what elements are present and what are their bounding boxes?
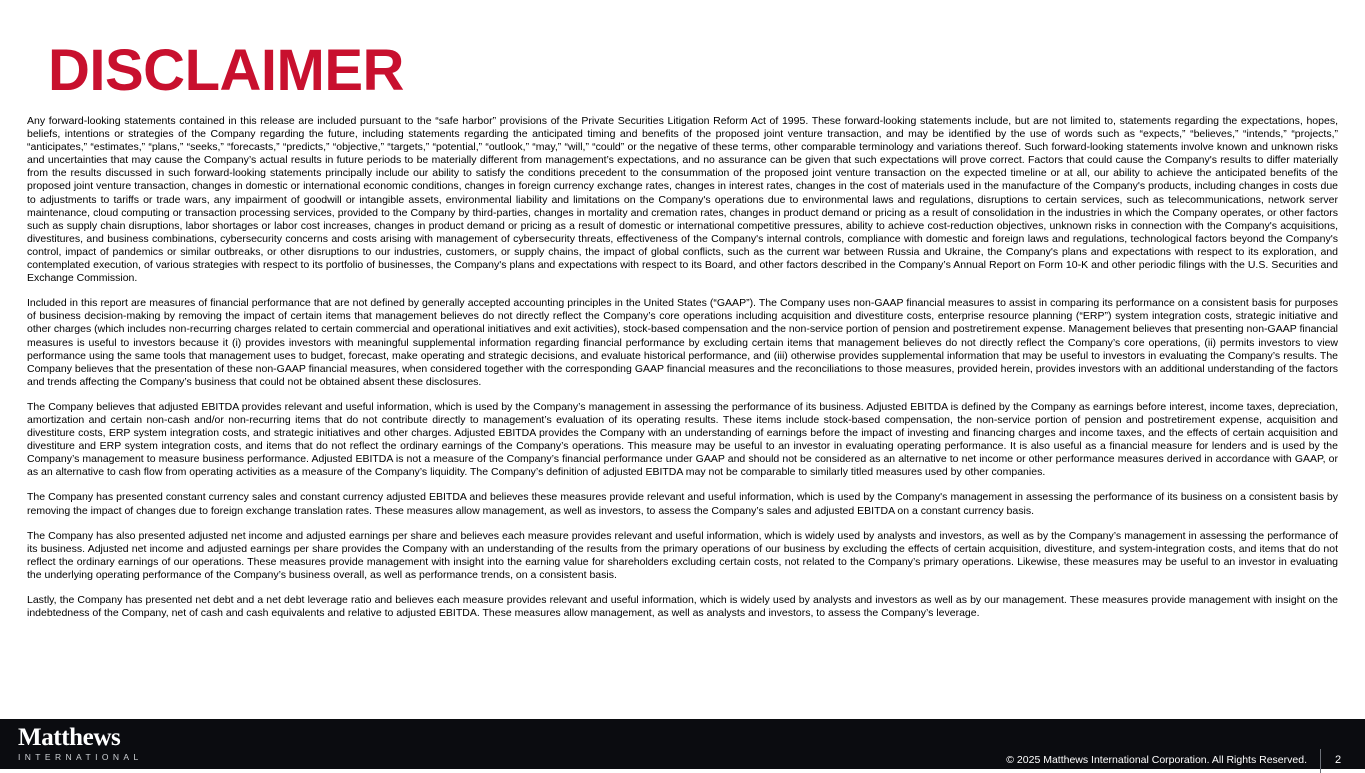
company-logo: [18, 725, 318, 762]
paragraph: Lastly, the Company has presented net debt and a net debt leverage ratio and believes each measure provides relevant and useful information, which is widely used by analysts and investors as well as by our management. These measures provide management with insight on the indebtedness of the Company, net of cash and cash equivalents and relative to adjusted EBITDA. These measures allow management, as well as analysts and investors, to assess the Company’s leverage.: [27, 594, 1338, 620]
paragraph: Included in this report are measures of financial performance that are not defined by generally accepted accounting principles in the United States (“GAAP”). The Company uses non-GAAP financial measures to assist in comparing its performance on a consistent basis for purposes of business decision-making by removing the impact of certain items that management believes do not directly reflect the Company’s core operations including acquisition and divestiture costs, enterprise resource planning (“ERP”) system integration costs, strategic initiative and other charges (which includes non-recurring charges related to certain commercial and operational initiatives and exit activities), stock-based compensation and the non-service portion of pension and postretirement expense. Management believes that presenting non-GAAP financial measures is useful to investors because it (i) provides investors with meaningful supplemental information regarding financial performance by excluding certain items that management believes do not directly reflect the Company’s core operations, (ii) permits investors to view performance using the same tools that management uses to budget, forecast, make operating and strategic decisions, and evaluate historical performance, and (iii) otherwise provides supplemental information that may be useful to investors in evaluating the Company’s results. The Company believes that the presentation of these non-GAAP financial measures, when considered together with the corresponding GAAP financial measures and the reconciliations to those measures, provided herein, provides investors with an additional understanding of the factors and trends affecting the Company’s business that could not be obtained absent these disclosures.: [27, 297, 1338, 388]
logo-tagline: INTERNATIONAL: [18, 752, 143, 763]
copyright-text: © 2025 Matthews International Corporation. All Rights Reserved.: [1006, 754, 1307, 766]
paragraph: Any forward-looking statements contained in this release are included pursuant to the “safe harbor” provisions of the Private Securities Litigation Reform Act of 1995. These forward-looking statements include, but are not limited to, statements regarding the expectations, hopes, beliefs, intentions or strategies of the Company regarding the future, including statements regarding the anticipated timing and benefits of the proposed joint venture transaction, and may be identified by the use of words such as “expects,” “believes,” “intends,” “projects,” “anticipates,” “estimates,” “plans,” “seeks,” “forecasts,” “predicts,” “objective,” “targets,” “potential,” “outlook,” “may,” “will,” “could” or the negative of these terms, other comparable terminology and variations thereof. Such forward-looking statements involve known and unknown risks and uncertainties that may cause the Company’s actual results in future periods to be materially different from management’s expectations, and no assurance can be given that such expectations will prove correct. Factors that could cause the Company's results to differ materially from the results discussed in such forward-looking statements principally include our ability to satisfy the conditions precedent to the consummation of the proposed joint venture transaction on the expected timeline or at all, our ability to achieve the anticipated benefits of the proposed joint venture transaction, changes in domestic or international economic conditions, changes in foreign currency exchange rates, changes in interest rates, changes in the cost of materials used in the manufacture of the Company's products, including changes in costs due to adjustments to tariffs or trade wars, any impairment of goodwill or intangible assets, environmental liability and limitations on the Company's operations due to environmental laws and regulations, disruptions to certain services, such as telecommunications, network server maintenance, cloud computing or transaction processing services, provided to the Company by third-parties, changes in mortality and cremation rates, changes in product demand or pricing as a result of consolidation in the industries in which the Company operates, or other factors such as supply chain disruptions, labor shortages or labor cost increases, changes in product demand or pricing as a result of domestic or international competitive pressures, ability to achieve cost-reduction objectives, unknown risks in connection with the Company's acquisitions, divestitures, and business combinations, cybersecurity concerns and costs arising with management of cybersecurity threats, effectiveness of the Company's internal controls, compliance with domestic and foreign laws and regulations, technological factors beyond the Company's control, impact of pandemics or similar outbreaks, or other disruptions to our industries, customers, or supply chains, the impact of global conflicts, such as the current war between Russia and Ukraine, the Company's plans and expectations with respect to its exploration, and contemplated execution, of various strategies with respect to its portfolio of businesses, the Company's plans and expectations with respect to its Board, and other factors described in the Company’s Annual Report on Form 10-K and other periodic filings with the U.S. Securities and Exchange Commission.: [27, 115, 1338, 285]
page-number: 2: [1334, 754, 1342, 766]
slide-footer: [0, 719, 1365, 769]
page-title: DISCLAIMER: [48, 38, 404, 103]
paragraph: The Company has presented constant currency sales and constant currency adjusted EBITDA and believes these measures provide relevant and useful information, which is used by the Company's management in assessing the performance of its business on a consistent basis by removing the impact of changes due to foreign exchange translation rates. These measures allow management, as well as investors, to assess the Company’s sales and adjusted EBITDA on a constant currency basis.: [27, 491, 1338, 517]
logo-wordmark: Matthews: [18, 724, 121, 751]
paragraph: The Company has also presented adjusted net income and adjusted earnings per share and believes each measure provides relevant and useful information, which is widely used by analysts and investors, as well as by the Company’s management in assessing the performance of its business. Adjusted net income and adjusted earnings per share provides the Company with an understanding of the results from the primary operations of our business by excluding the effects of certain acquisition, divestiture, and system-integration costs, and items that do not reflect the ordinary earnings of our operations. These measures provide management with insight into the earning value for shareholders excluding certain costs, not related to the Company’s primary operations. Likewise, these measures may be useful to an investor in evaluating the underlying operating performance of the Company’s business overall, as well as performance trends, on a consistent basis.: [27, 529, 1338, 581]
disclaimer-body: [27, 115, 1338, 620]
footer-divider: [1320, 749, 1321, 773]
paragraph: The Company believes that adjusted EBITDA provides relevant and useful information, which is used by the Company’s management in assessing the performance of its business. Adjusted EBITDA is defined by the Company as earnings before interest, income taxes, depreciation, amortization and certain non-cash and/or non-recurring items that do not contribute directly to management’s evaluation of its operating results. These items include stock-based compensation, the non-service portion of pension and postretirement expense, acquisition and divestiture costs, ERP system integration costs, and strategic initiatives and other charges. Adjusted EBITDA provides the Company with an understanding of earnings before the impact of investing and financing charges and income taxes, and the effects of certain acquisition and divestiture and ERP system integration costs, and items that do not reflect the ordinary earnings of the Company’s operations. This measure may be useful to an investor in evaluating operating performance. It is also useful as a financial measure for lenders and is used by the Company’s management to measure business performance. Adjusted EBITDA is not a measure of the Company’s financial performance under GAAP and should not be considered as an alternative to net income or other performance measures derived in accordance with GAAP, or as an alternative to cash flow from operating activities as a measure of the Company’s liquidity. The Company’s definition of adjusted EBITDA may not be comparable to similarly titled measures used by other companies.: [27, 400, 1338, 479]
